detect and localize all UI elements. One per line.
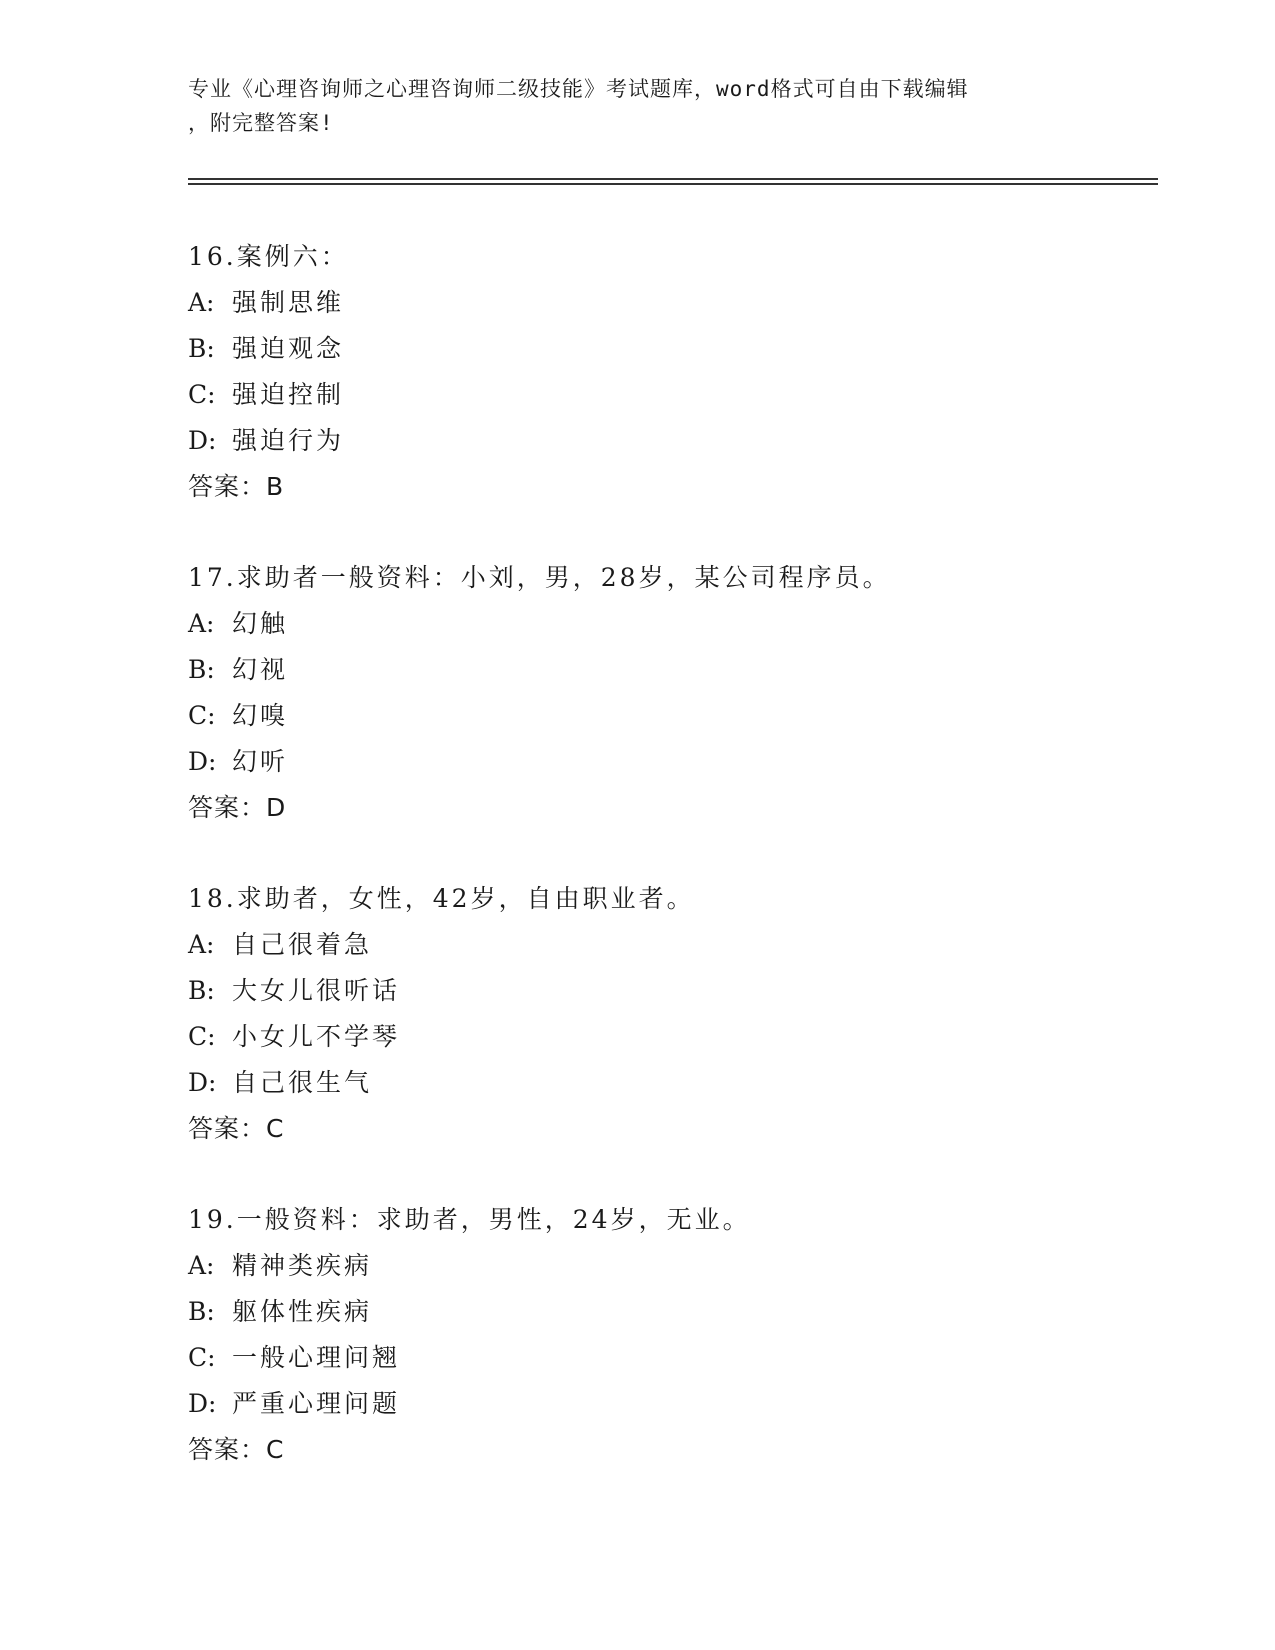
option-a [188, 601, 1148, 647]
option-text: 强迫行为 [232, 426, 345, 455]
question-16 [188, 234, 1148, 510]
option-letter: A: [188, 1251, 215, 1280]
document-header [188, 72, 1088, 140]
option-a [188, 280, 1148, 326]
option-letter: C: [188, 701, 216, 730]
question-19 [188, 1197, 1148, 1473]
question-stem: 16.案例六： [188, 242, 349, 271]
option-letter: A: [188, 609, 215, 638]
option-text: 幻听 [232, 747, 289, 776]
question-17 [188, 555, 1148, 831]
option-d [188, 1381, 1148, 1427]
option-a [188, 1243, 1148, 1289]
option-letter: D: [188, 1068, 217, 1097]
option-letter: D: [188, 747, 217, 776]
option-text: 强制思维 [232, 288, 345, 317]
option-text: 强迫观念 [232, 334, 345, 363]
option-letter: A: [188, 930, 215, 959]
option-d [188, 418, 1148, 464]
option-d [188, 1060, 1148, 1106]
header-line-2: ，附完整答案! [188, 111, 334, 135]
header-divider-top [188, 178, 1158, 180]
option-d [188, 739, 1148, 785]
option-c [188, 1014, 1148, 1060]
option-letter: B: [188, 1297, 215, 1326]
question-18 [188, 876, 1148, 1152]
header-line-1: 专业《心理咨询师之心理咨询师二级技能》考试题库，word格式可自由下载编辑 [188, 77, 969, 101]
option-letter: C: [188, 1022, 216, 1051]
option-letter: D: [188, 1389, 217, 1418]
option-letter: A: [188, 288, 215, 317]
option-text: 强迫控制 [232, 380, 345, 409]
header-divider-bottom [188, 183, 1158, 185]
option-letter: B: [188, 334, 215, 363]
option-text: 自己很生气 [232, 1068, 373, 1097]
option-b [188, 326, 1148, 372]
option-letter: B: [188, 655, 215, 684]
question-stem: 17.求助者一般资料：小刘，男，28岁，某公司程序员。 [188, 563, 891, 592]
answer-line: 答案：B [188, 472, 285, 501]
option-c [188, 693, 1148, 739]
option-letter: C: [188, 1343, 216, 1372]
answer-line: 答案：D [188, 793, 287, 822]
question-stem: 19.一般资料：求助者，男性，24岁，无业。 [188, 1205, 751, 1234]
option-text: 严重心理问题 [232, 1389, 401, 1418]
option-text: 精神类疾病 [232, 1251, 373, 1280]
option-a [188, 922, 1148, 968]
option-c [188, 372, 1148, 418]
option-text: 一般心理问翘 [232, 1343, 401, 1372]
option-b [188, 1289, 1148, 1335]
option-c [188, 1335, 1148, 1381]
option-text: 大女儿很听话 [232, 976, 401, 1005]
option-letter: D: [188, 426, 217, 455]
option-letter: C: [188, 380, 216, 409]
answer-line: 答案：C [188, 1435, 285, 1464]
option-text: 幻触 [232, 609, 289, 638]
option-text: 小女儿不学琴 [232, 1022, 401, 1051]
option-text: 幻嗅 [232, 701, 289, 730]
answer-line: 答案：C [188, 1114, 285, 1143]
question-stem: 18.求助者，女性，42岁，自由职业者。 [188, 884, 695, 913]
option-b [188, 647, 1148, 693]
option-text: 幻视 [232, 655, 289, 684]
option-text: 自己很着急 [232, 930, 373, 959]
option-letter: B: [188, 976, 215, 1005]
option-b [188, 968, 1148, 1014]
option-text: 躯体性疾病 [232, 1297, 373, 1326]
